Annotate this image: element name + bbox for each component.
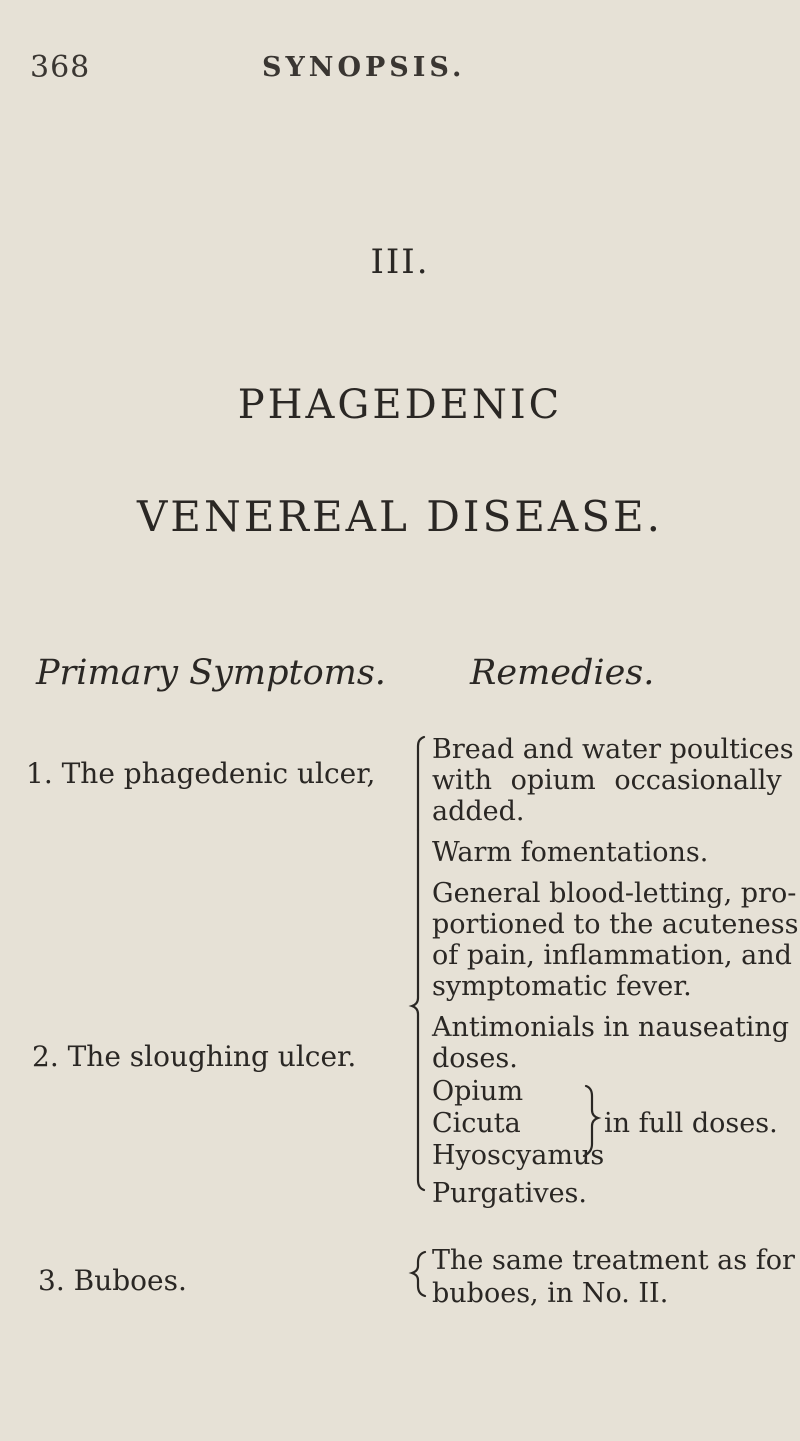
column-heading-symptoms: Primary Symptoms. [36, 653, 386, 693]
entry-1-brace [418, 737, 424, 830]
remedy-line: Antimonials in nauseating [432, 1012, 789, 1043]
remedy-line: doses. [432, 1043, 518, 1074]
remedy-line: Warm fomentations. [432, 837, 709, 868]
symptom-2: 2. The sloughing ulcer. [32, 1040, 357, 1073]
remedy-line: symptomatic fever. [432, 971, 692, 1002]
section-title-line-1: PHAGEDENIC [237, 382, 563, 428]
entry-3-brace [412, 1252, 425, 1296]
remedy-line: General blood-letting, pro- [432, 878, 797, 909]
sub-remedy-opium: Opium [432, 1076, 524, 1107]
remedy-line: with opium occasionally [432, 765, 782, 796]
column-heading-remedies: Remedies. [470, 653, 655, 693]
section-title-line-2: VENEREAL DISEASE. [136, 492, 664, 541]
dosage-note: in full doses. [604, 1108, 778, 1139]
section-numeral: III. [370, 242, 430, 282]
running-title: SYNOPSIS. [262, 52, 466, 83]
remedy-line: Purgatives. [432, 1178, 587, 1209]
remedy-line: Bread and water poultices [432, 734, 794, 765]
remedy-line: portioned to the acuteness [432, 909, 799, 940]
remedy-line: of pain, inflammation, and [432, 940, 792, 971]
remedy-line: buboes, in No. II. [432, 1278, 669, 1309]
remedy-line: added. [432, 796, 525, 827]
sub-remedy-hyoscyamus: Hyoscyamus [432, 1140, 605, 1171]
symptom-3: 3. Buboes. [38, 1264, 187, 1297]
entry-2-brace [412, 830, 424, 1190]
dose-brace [584, 1086, 598, 1156]
sub-remedy-cicuta: Cicuta [432, 1108, 521, 1139]
page-number: 368 [30, 50, 91, 85]
remedy-line: The same treatment as for [432, 1245, 795, 1276]
symptom-1: 1. The phagedenic ulcer, [26, 757, 376, 790]
